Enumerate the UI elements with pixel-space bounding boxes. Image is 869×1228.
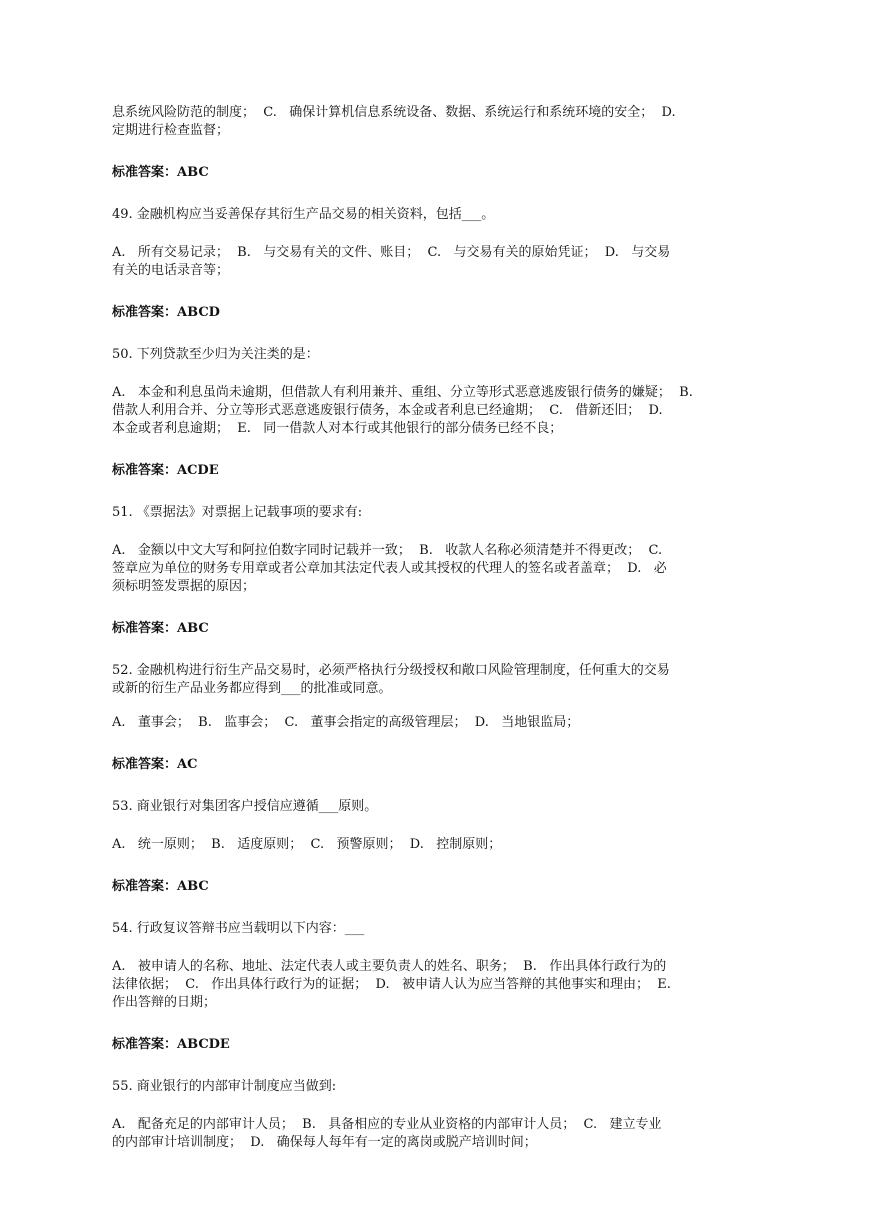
option-line: A. 统一原则； B. 适度原则； C. 预警原则； D. 控制原则； [112, 837, 502, 852]
option-line: 本金或者利息逾期； E. 同一借款人对本行或其他银行的部分债务已经不良； [112, 421, 563, 436]
question-text: 55. 商业银行的内部审计制度应当做到: [112, 1079, 337, 1094]
question-block [112, 504, 762, 638]
question-block [112, 1078, 762, 1152]
question-block [112, 920, 762, 1054]
question-block [112, 798, 762, 896]
question-text: 53. 商业银行对集团客户授信应遵循___原则。 [112, 799, 378, 814]
question-text: 54. 行政复议答辩书应当载明以下内容：___ [112, 921, 365, 936]
answer-line: 标准答案：ABC [112, 879, 209, 894]
option-line: 须标明签发票据的原因； [112, 579, 256, 594]
document-page [112, 104, 762, 1152]
question-block [112, 346, 762, 480]
option-line: A. 金额以中文大写和阿拉伯数字同时记载并一致； B. 收款人名称必须清楚并不得更改； C. [112, 543, 663, 558]
option-line: A. 配备充足的内部审计人员； B. 具备相应的专业从业资格的内部审计人员； C. 建立专业 [112, 1117, 662, 1132]
question-text: 49. 金融机构应当妥善保存其衍生产品交易的相关资料，包括___。 [112, 207, 495, 222]
option-line: 息系统风险防范的制度； C. 确保计算机信息系统设备、数据、系统运行和系统环境的安全； D. [112, 105, 676, 120]
question-text: 51. 《票据法》对票据上记载事项的要求有: [112, 505, 363, 520]
answer-line: 标准答案：ACDE [112, 463, 219, 478]
option-line: 签章应为单位的财务专用章或者公章加其法定代表人或其授权的代理人的签名或者盖章； D. 必 [112, 561, 667, 576]
answer-line: 标准答案：ABC [112, 165, 209, 180]
lead-block [112, 104, 762, 182]
answer-line: 标准答案：ABCD [112, 305, 220, 320]
option-line: A. 被申请人的名称、地址、法定代表人或主要负责人的姓名、职务； B. 作出具体行政行为的 [112, 959, 667, 974]
answer-line: 标准答案：AC [112, 757, 198, 772]
option-line: A. 董事会； B. 监事会； C. 董事会指定的高级管理层； D. 当地银监局； [112, 715, 580, 730]
answer-line: 标准答案：ABC [112, 621, 209, 636]
option-line: 定期进行检查监督； [112, 123, 230, 138]
option-line: 的内部审计培训制度； D. 确保每人每年有一定的离岗或脱产培训时间； [112, 1135, 537, 1150]
option-line: 借款人利用合并、分立等形式恶意逃废银行债务，本金或者利息已经逾期； C. 借新还旧； D. [112, 403, 663, 418]
question-text: 52. 金融机构进行衍生产品交易时，必须严格执行分级授权和敞口风险管理制度，任何重大的交易 或新的衍生产品业务都应得到___的批准或同意。 [112, 663, 670, 696]
option-line: 有关的电话录音等； [112, 263, 230, 278]
option-line: 法律依据； C. 作出具体行政行为的证据； D. 被申请人认为应当答辩的其他事实和理由； E. [112, 977, 671, 992]
question-block [112, 662, 762, 774]
option-line: A. 本金和利息虽尚未逾期，但借款人有利用兼并、重组、分立等形式恶意逃废银行债务的嫌疑； B. [112, 385, 693, 400]
question-block [112, 206, 762, 322]
option-line: 作出答辩的日期； [112, 995, 217, 1010]
answer-line: 标准答案：ABCDE [112, 1037, 230, 1052]
option-line: A. 所有交易记录； B. 与交易有关的文件、账目； C. 与交易有关的原始凭证； D. 与交易 [112, 245, 671, 260]
question-text: 50. 下列贷款至少归为关注类的是： [112, 347, 319, 362]
